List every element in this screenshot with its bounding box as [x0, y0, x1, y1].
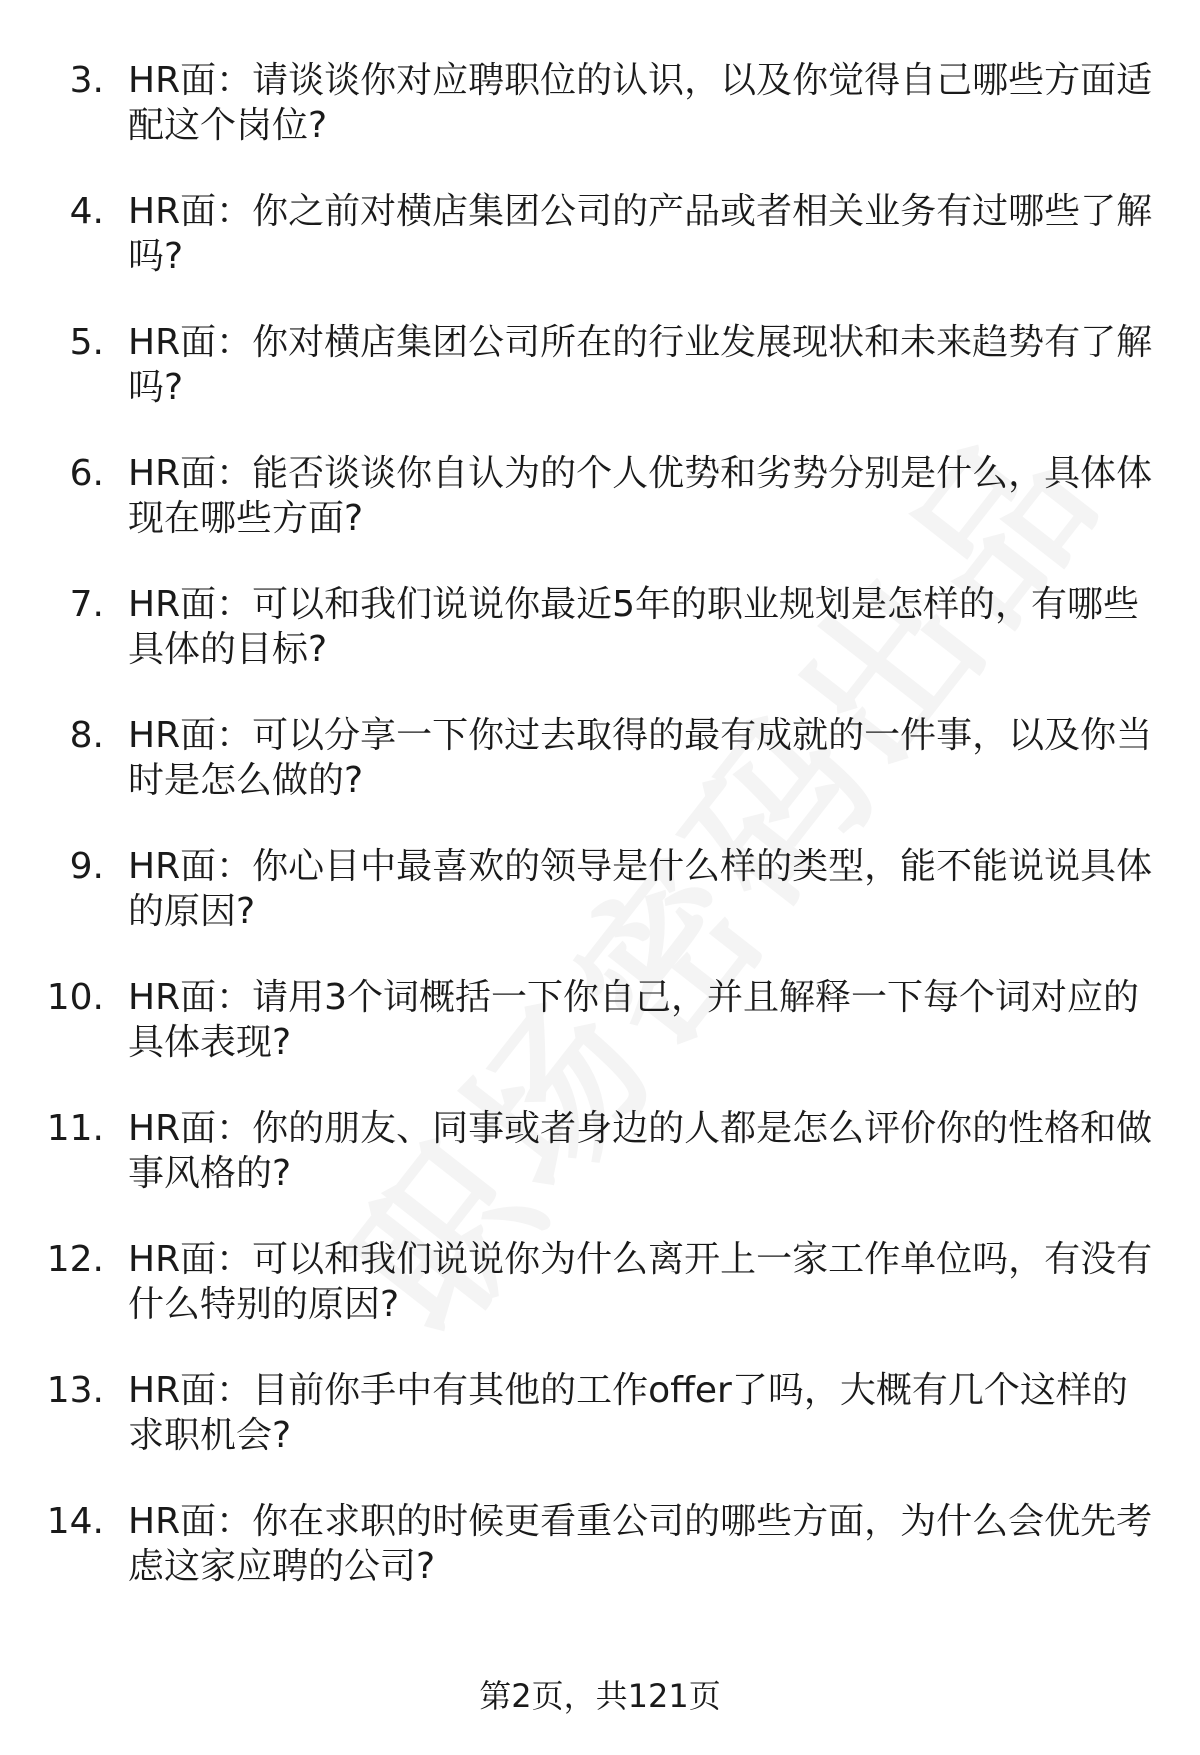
list-item: [0, 58, 1200, 189]
item-number: 13.: [46, 1370, 104, 1411]
question-list: [0, 58, 1200, 1630]
item-number: 10.: [46, 977, 104, 1018]
item-number: 8.: [69, 715, 104, 756]
item-text: HR面：你对横店集团公司所在的行业发展现状和未来趋势有了解吗?: [128, 322, 1153, 408]
list-item: [0, 582, 1200, 713]
item-text: HR面：你的朋友、同事或者身边的人都是怎么评价你的性格和做事风格的?: [128, 1108, 1153, 1194]
item-number: 7.: [69, 584, 104, 625]
page-footer: 第2页，共121页: [479, 1677, 721, 1715]
list-item: [0, 189, 1200, 320]
item-number: 3.: [69, 60, 104, 101]
list-item: [0, 844, 1200, 975]
item-number: 14.: [46, 1501, 104, 1542]
list-item: [0, 975, 1200, 1106]
item-text: HR面：请用3个词概括一下你自己，并且解释一下每个词对应的具体表现?: [128, 977, 1139, 1063]
list-item: [0, 1106, 1200, 1237]
item-text: HR面：你之前对横店集团公司的产品或者相关业务有过哪些了解吗?: [128, 191, 1153, 277]
item-text: HR面：请谈谈你对应聘职位的认识，以及你觉得自己哪些方面适配这个岗位?: [128, 60, 1153, 146]
item-number: 5.: [69, 322, 104, 363]
item-text: HR面：你在求职的时候更看重公司的哪些方面，为什么会优先考虑这家应聘的公司?: [128, 1501, 1153, 1587]
list-item: [0, 1237, 1200, 1368]
item-text: HR面：可以分享一下你过去取得的最有成就的一件事，以及你当时是怎么做的?: [128, 715, 1153, 801]
item-number: 12.: [46, 1239, 104, 1280]
list-item: [0, 320, 1200, 451]
item-number: 6.: [69, 453, 104, 494]
list-item: [0, 1368, 1200, 1499]
list-item: [0, 451, 1200, 582]
item-number: 4.: [69, 191, 104, 232]
list-item: [0, 1499, 1200, 1630]
item-text: HR面：可以和我们说说你最近5年的职业规划是怎样的，有哪些具体的目标?: [128, 584, 1139, 670]
item-text: HR面：你心目中最喜欢的领导是什么样的类型，能不能说说具体的原因?: [128, 846, 1153, 932]
item-text: HR面：能否谈谈你自认为的个人优势和劣势分别是什么，具体体现在哪些方面?: [128, 453, 1153, 539]
item-text: HR面：目前你手中有其他的工作offer了吗，大概有几个这样的求职机会?: [128, 1370, 1128, 1456]
item-number: 11.: [46, 1108, 104, 1149]
item-text: HR面：可以和我们说说你为什么离开上一家工作单位吗，有没有什么特别的原因?: [128, 1239, 1153, 1325]
list-item: [0, 713, 1200, 844]
item-number: 9.: [69, 846, 104, 887]
